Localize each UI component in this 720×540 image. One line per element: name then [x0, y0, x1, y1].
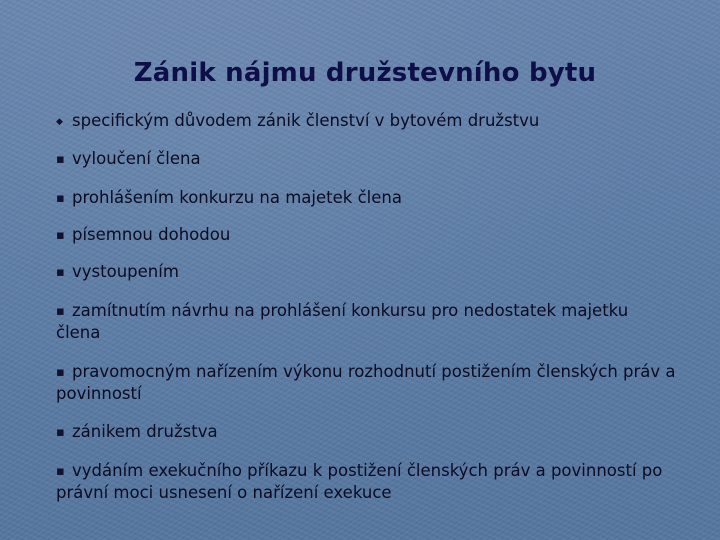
sub-bullet-text: pravomocným nařízením výkonu rozhodnutí postižením členských práv a povinností — [56, 362, 676, 403]
diamond-bullet-icon: ◆ — [56, 117, 63, 127]
main-bullet-text: specifickým důvodem zánik členství v bytovém družstvu — [72, 111, 540, 130]
sub-bullet-text: vydáním exekučního příkazu k postižení členských práv a povinností po právní moci usnesení o nařízení exekuce — [56, 461, 663, 502]
sub-bullet-item — [56, 361, 676, 404]
sub-bullet-item — [56, 300, 676, 343]
square-bullet-icon: ▪ — [56, 152, 65, 167]
square-bullet-icon: ▪ — [56, 228, 65, 243]
sub-bullet-item — [56, 148, 676, 170]
sub-bullet-item — [56, 460, 676, 503]
square-bullet-icon: ▪ — [56, 425, 65, 440]
sub-bullet-text: zánikem družstva — [72, 422, 218, 441]
square-bullet-icon: ▪ — [56, 464, 65, 479]
sub-bullet-item — [56, 421, 676, 443]
slide-title: Zánik nájmu družstevního bytu — [133, 58, 597, 88]
sub-bullet-text: prohlášením konkurzu na majetek člena — [72, 188, 402, 207]
sub-bullet-text: vyloučení člena — [72, 149, 201, 168]
sub-bullet-text: vystoupením — [72, 262, 179, 281]
sub-bullet-text: zamítnutím návrhu na prohlášení konkursu pro nedostatek majetku člena — [56, 301, 629, 342]
sub-bullet-item — [56, 261, 676, 283]
main-bullet-item — [56, 110, 676, 133]
square-bullet-icon: ▪ — [56, 191, 65, 206]
square-bullet-icon: ▪ — [56, 265, 65, 280]
square-bullet-icon: ▪ — [56, 304, 65, 319]
sub-bullet-text: písemnou dohodou — [72, 225, 231, 244]
sub-bullet-item — [56, 187, 676, 209]
sub-bullet-item — [56, 224, 676, 246]
square-bullet-icon: ▪ — [56, 365, 65, 380]
